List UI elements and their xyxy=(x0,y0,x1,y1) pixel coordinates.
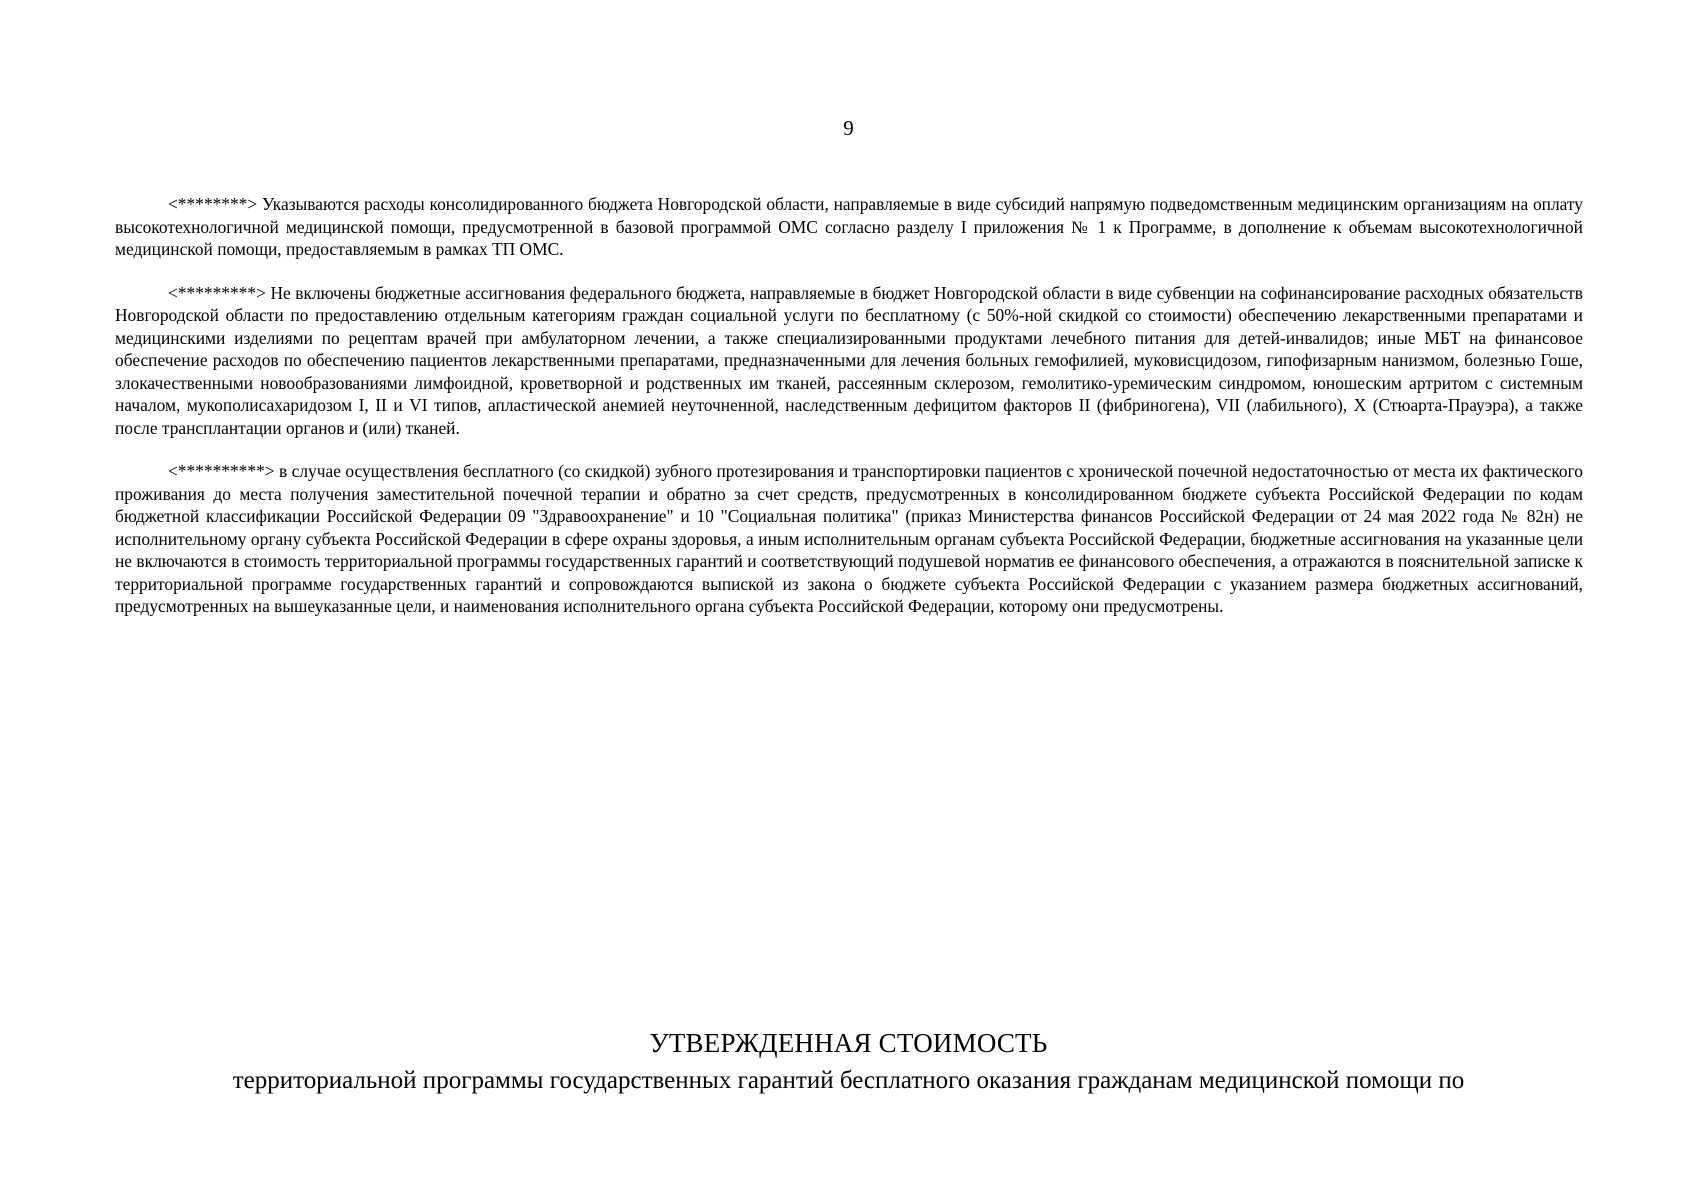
footnote-text: в случае осуществления бесплатного (со скидкой) зубного протезирования и транспортировки пациентов с хронической почечной недостаточностью от места их фактического проживания до места получения заместительной почечной терапии и обратно за счет средств, предусмотренных в консолидированном бюджете субъекта Российской Федерации по кодам бюджетной классификации Российской Федерации 09 "Здравоохранение" и 10 "Социальная политика" (приказ Министерства финансов Российской Федерации от 24 мая 2022 года № 82н) не исполнительному органу субъекта Российской Федерации в сфере охраны здоровья, а иным исполнительным органам субъекта Российской Федерации, бюджетные ассигнования на указанные цели не включаются в стоимость территориальной программы государственных гарантий и соответствующий подушевой норматив ее финансового обеспечения, а отражаются в пояснительной записке к территориальной программе государственных гарантий и сопровождаются выпиской из закона о бюджете субъекта Российской Федерации с указанием размера бюджетных ассигнований, предусмотренных на вышеуказанные цели, и наименования исполнительного органа субъекта Российской Федерации, которому они предусмотрены. xyxy=(115,461,1583,616)
footnote-8-stars xyxy=(115,193,1583,261)
footnote-text: Указываются расходы консолидированного бюджета Новгородской области, направляемые в виде субсидий напрямую подведомственным медицинским организациям на оплату высокотехнологичной медицинской помощи, предусмотренной в базовой программой ОМС согласно разделу I приложения № 1 к Программе, в дополнение к объемам высокотехнологичной медицинской помощи, предоставляемым в рамках ТП ОМС. xyxy=(115,194,1583,259)
footnote-10-stars xyxy=(115,460,1583,618)
section-title: УТВЕРЖДЕННАЯ СТОИМОСТЬ xyxy=(649,1028,1048,1058)
footnote-text: Не включены бюджетные ассигнования федерального бюджета, направляемые в бюджет Новгородской области в виде субвенции на софинансирование расходных обязательств Новгородской области по предоставлению отдельным категориям граждан социальной услуги по бесплатному (с 50%-ной скидкой со стоимости) обеспечению лекарственными препаратами и медицинскими изделиями по рецептам врачей при амбулаторном лечении, а также специализированными продуктами лечебного питания для детей-инвалидов; иные МБТ на финансовое обеспечение расходов по обеспечению пациентов лекарственными препаратами, предназначенными для лечения больных гемофилией, муковисцидозом, гипофизарным нанизмом, болезнью Гоше, злокачественными новообразованиями лимфоидной, кроветворной и родственных им тканей, рассеянным склерозом, гемолитико-уремическим синдромом, юношеским артритом с системным началом, мукополисахаридозом I, II и VI типов, апластической анемией неуточненной, наследственным дефицитом факторов II (фибриногена), VII (лабильного), X (Стюарта-Прауэра), а также после трансплантации органов и (или) тканей. xyxy=(115,282,1583,438)
footnotes-section xyxy=(115,193,1583,639)
footnote-marker: <**********> xyxy=(168,461,275,481)
footnote-9-stars xyxy=(115,282,1583,440)
footnote-marker: <********> xyxy=(168,194,258,214)
section-subtitle: территориальной программы государственных гарантий бесплатного оказания гражданам медицинской помощи по xyxy=(232,1067,1465,1094)
page-number: 9 xyxy=(843,116,854,140)
footnote-marker: <*********> xyxy=(168,282,266,303)
